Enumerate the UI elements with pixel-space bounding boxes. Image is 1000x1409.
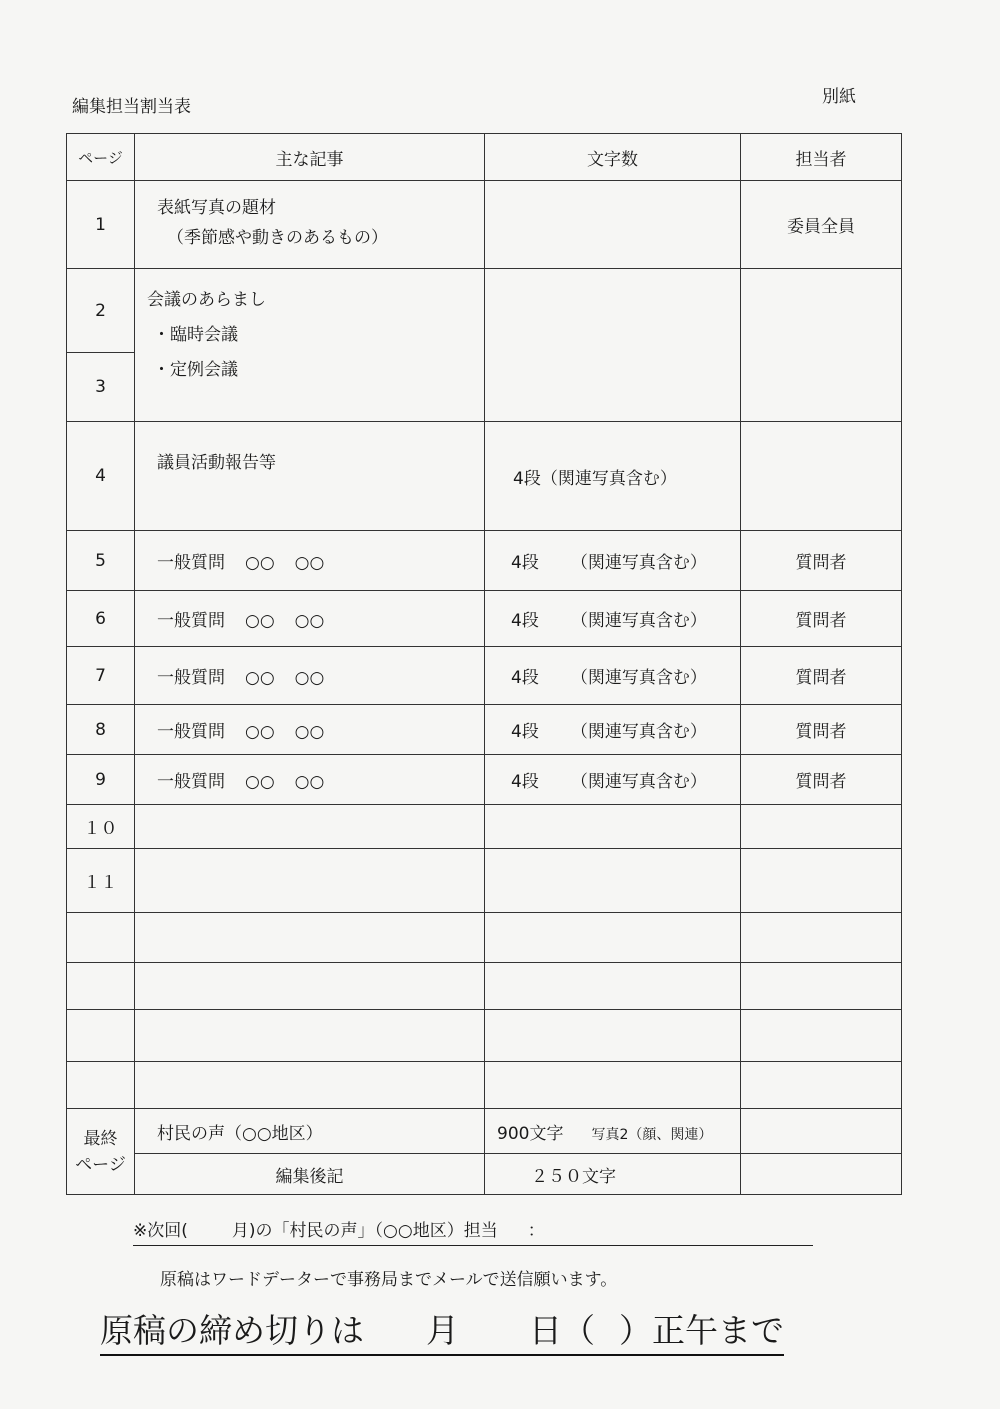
table-row [67, 591, 902, 647]
chars-cell [485, 647, 741, 705]
deadline-line [100, 1305, 784, 1356]
table-row [67, 422, 902, 531]
table-row [67, 1010, 902, 1062]
photo-note: （関連写真含む） [570, 722, 707, 742]
chars-cell [485, 849, 741, 913]
person-cell: 質問者 [741, 705, 902, 755]
member-name: ○○ [245, 722, 275, 742]
article-cell [135, 805, 485, 849]
chars-cell [485, 181, 741, 269]
article-text: 会議のあらまし [147, 290, 266, 310]
header-page: ページ [67, 134, 135, 181]
attachment-label: 別紙 [822, 87, 856, 107]
article-text: 一般質問 [157, 722, 225, 742]
photo-note: （関連写真含む） [570, 772, 707, 792]
table-row [67, 1062, 902, 1109]
article-cell [135, 591, 485, 647]
article-cell [135, 269, 485, 422]
article-cell [135, 531, 485, 591]
chars-text: 4段 [511, 668, 539, 688]
table-row [67, 531, 902, 591]
member-name: ○○ [245, 553, 275, 573]
person-cell [741, 1154, 902, 1195]
member-name: ○○ [294, 772, 325, 792]
chars-text: 4段 [511, 611, 539, 631]
chars-cell [485, 805, 741, 849]
photo-note: （関連写真含む） [570, 611, 707, 631]
chars-cell [485, 755, 741, 805]
person-cell: 質問者 [741, 647, 902, 705]
person-cell [741, 849, 902, 913]
article-text: 一般質問 [157, 668, 225, 688]
page-number: 4 [67, 422, 135, 531]
deadline-month: 月 [426, 1311, 459, 1350]
article-cell [135, 647, 485, 705]
header-person: 担当者 [741, 134, 902, 181]
article-cell [135, 181, 485, 269]
member-name: ○○ [245, 611, 275, 631]
photo-note: （関連写真含む） [570, 553, 707, 573]
photo-note: 写真2（顔、関連） [591, 1126, 713, 1143]
table-row [67, 755, 902, 805]
final-label-line: ページ [75, 1154, 126, 1175]
person-cell: 質問者 [741, 591, 902, 647]
member-name: ○○ [294, 668, 325, 688]
page-number: 7 [67, 647, 135, 705]
chars-cell [485, 591, 741, 647]
next-assignment-note [133, 1216, 813, 1246]
article-text: 一般質問 [157, 611, 225, 631]
person-cell [741, 422, 902, 531]
member-name: ○○ [294, 722, 325, 742]
member-name: ○○ [245, 668, 275, 688]
article-item: ・定例会議 [153, 360, 238, 380]
person-cell [741, 269, 902, 422]
page-number: 8 [67, 705, 135, 755]
page-number: 6 [67, 591, 135, 647]
page-number: 3 [67, 353, 135, 422]
note-text: ： [527, 1221, 545, 1241]
table-header-row [67, 134, 902, 181]
allocation-table [66, 133, 902, 1195]
table-row [67, 269, 902, 353]
article-cell [135, 755, 485, 805]
final-label-line: 最終 [83, 1128, 118, 1149]
article-cell [135, 705, 485, 755]
table-row [67, 181, 902, 269]
member-name: ○○ [294, 611, 325, 631]
page-number: 9 [67, 755, 135, 805]
table-row [67, 805, 902, 849]
final-page-row [67, 1154, 902, 1195]
table-row [67, 849, 902, 913]
page-title: 編集担当割当表 [72, 97, 191, 117]
article-cell: 編集後記 [135, 1154, 485, 1195]
article-item: ・臨時会議 [153, 325, 238, 345]
table-row [67, 913, 902, 963]
article-cell [135, 849, 485, 913]
table-row [67, 705, 902, 755]
page-number: １０ [67, 805, 135, 849]
article-text: 表紙写真の題材 [157, 198, 276, 218]
chars-text: 4段 [511, 722, 539, 742]
header-article: 主な記事 [135, 134, 485, 181]
photo-note: （関連写真含む） [570, 668, 707, 688]
chars-text: 900文字 [497, 1123, 564, 1144]
chars-text: 4段 [511, 772, 539, 792]
chars-cell: 4段（関連写真含む） [485, 422, 741, 531]
deadline-text: ）正午まで [619, 1311, 784, 1350]
page-number: 5 [67, 531, 135, 591]
article-text: 一般質問 [157, 772, 225, 792]
article-text: 一般質問 [157, 553, 225, 573]
final-page-label [67, 1109, 135, 1195]
chars-cell [485, 1109, 741, 1154]
person-cell: 質問者 [741, 531, 902, 591]
person-cell [741, 1109, 902, 1154]
deadline-text: 原稿の締め切りは [100, 1311, 364, 1350]
member-name: ○○ [245, 772, 275, 792]
note-text: 月)の「村民の声」（○○地区）担当 [231, 1221, 498, 1241]
chars-cell [485, 269, 741, 422]
final-page-row [67, 1109, 902, 1154]
page-number: 1 [67, 181, 135, 269]
page-number: 2 [67, 269, 135, 353]
table-row [67, 963, 902, 1010]
chars-cell: ２５０文字 [485, 1154, 741, 1195]
table-row [67, 647, 902, 705]
person-cell: 質問者 [741, 755, 902, 805]
person-cell: 委員全員 [741, 181, 902, 269]
deadline-day: 日（ [529, 1311, 595, 1350]
submission-instruction: 原稿はワードデーターで事務局までメールで送信願います。 [160, 1270, 618, 1290]
header-chars: 文字数 [485, 134, 741, 181]
article-text: （季節感や動きのあるもの） [167, 228, 388, 248]
member-name: ○○ [294, 553, 325, 573]
article-cell: 村民の声（○○地区） [135, 1109, 485, 1154]
note-text: ※次回( [133, 1221, 188, 1241]
chars-cell [485, 531, 741, 591]
person-cell [741, 805, 902, 849]
chars-text: 4段 [511, 553, 539, 573]
chars-cell [485, 705, 741, 755]
article-cell: 議員活動報告等 [135, 422, 485, 531]
page-number: １１ [67, 849, 135, 913]
